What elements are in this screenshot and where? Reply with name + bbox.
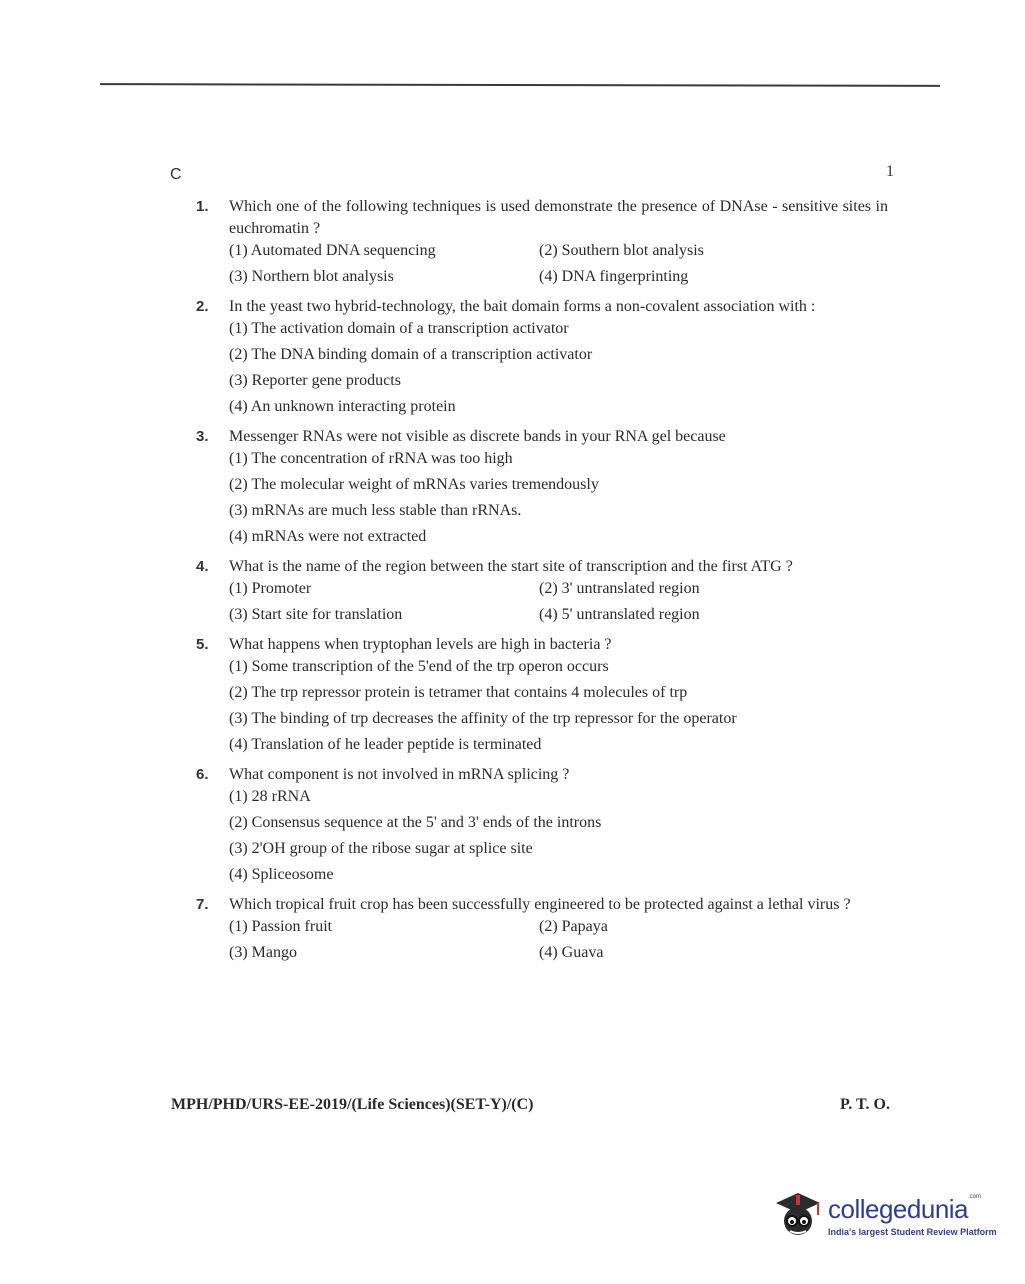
question-5	[196, 634, 888, 756]
question-number: 7.	[196, 896, 209, 913]
option-2: (2) The trp repressor protein is tetramer that contains 4 molecules of trp	[229, 684, 688, 701]
question-3	[196, 426, 888, 548]
option-4: (4) DNA fingerprinting	[539, 268, 689, 285]
pto-label: P. T. O.	[840, 1096, 890, 1113]
option-1: (1) Promoter	[229, 580, 312, 597]
question-number: 1.	[196, 198, 209, 215]
question-text: In the yeast two hybrid-technology, the bait domain forms a non-covalent association with :	[229, 298, 816, 315]
option-2: (2) Consensus sequence at the 5' and 3' ends of the introns	[229, 814, 602, 831]
option-4: (4) 5' untranslated region	[539, 606, 700, 623]
option-2: (2) 3' untranslated region	[539, 580, 700, 597]
brand-name: collegedunia	[828, 1193, 969, 1224]
option-1: (1) 28 rRNA	[229, 788, 311, 805]
question-text: Which one of the following techniques is used demonstrate the presence of DNAse - sensitive sites in euchromatin ?	[229, 198, 888, 237]
question-list	[196, 196, 888, 972]
option-2: (2) Southern blot analysis	[539, 242, 704, 259]
option-1: (1) Passion fruit	[229, 918, 333, 935]
question-text: Which tropical fruit crop has been successfully engineered to be protected against a lethal virus ?	[229, 896, 851, 913]
option-1: (1) The activation domain of a transcription activator	[229, 320, 569, 337]
option-3: (3) Northern blot analysis	[229, 268, 394, 285]
question-text: Messenger RNAs were not visible as discrete bands in your RNA gel because	[229, 428, 726, 445]
question-4	[196, 556, 888, 626]
graduate-mascot-icon	[768, 1187, 824, 1243]
option-4: (4) Guava	[539, 944, 604, 961]
question-number: 4.	[196, 558, 209, 575]
question-6	[196, 764, 888, 886]
option-3: (3) Start site for translation	[229, 606, 403, 623]
set-code: C	[170, 166, 182, 183]
brand-tagline: India's largest Student Review Platform	[828, 1226, 997, 1237]
option-2: (2) The DNA binding domain of a transcription activator	[229, 346, 593, 363]
top-rule	[100, 83, 940, 87]
option-2: (2) The molecular weight of mRNAs varies tremendously	[229, 476, 599, 493]
option-3: (3) The binding of trp decreases the affinity of the trp repressor for the operator	[229, 710, 737, 727]
page-number: 1	[886, 163, 894, 180]
option-3: (3) Mango	[229, 944, 297, 961]
question-2	[196, 296, 888, 418]
option-1: (1) Some transcription of the 5'end of the trp operon occurs	[229, 658, 609, 675]
question-text: What happens when tryptophan levels are high in bacteria ?	[229, 636, 612, 653]
option-1: (1) The concentration of rRNA was too high	[229, 450, 513, 467]
brand-dotcom: .com	[968, 1193, 982, 1200]
collegedunia-watermark	[768, 1180, 998, 1250]
option-4: (4) An unknown interacting protein	[229, 398, 456, 415]
option-4: (4) Spliceosome	[229, 866, 334, 883]
option-4: (4) Translation of he leader peptide is terminated	[229, 736, 542, 753]
option-2: (2) Papaya	[539, 918, 608, 935]
option-1: (1) Automated DNA sequencing	[229, 242, 436, 259]
question-number: 3.	[196, 428, 209, 445]
option-3: (3) mRNAs are much less stable than rRNAs.	[229, 502, 522, 519]
question-1	[196, 196, 888, 288]
option-3: (3) 2'OH group of the ribose sugar at splice site	[229, 840, 533, 857]
option-3: (3) Reporter gene products	[229, 372, 401, 389]
option-4: (4) mRNAs were not extracted	[229, 528, 427, 545]
question-text: What is the name of the region between the start site of transcription and the first ATG ?	[229, 558, 793, 575]
question-number: 5.	[196, 636, 209, 653]
question-7	[196, 894, 888, 964]
question-number: 2.	[196, 298, 209, 315]
question-number: 6.	[196, 766, 209, 783]
exam-code: MPH/PHD/URS-EE-2019/(Life Sciences)(SET-Y)/(C)	[171, 1096, 534, 1113]
question-text: What component is not involved in mRNA splicing ?	[229, 766, 570, 783]
